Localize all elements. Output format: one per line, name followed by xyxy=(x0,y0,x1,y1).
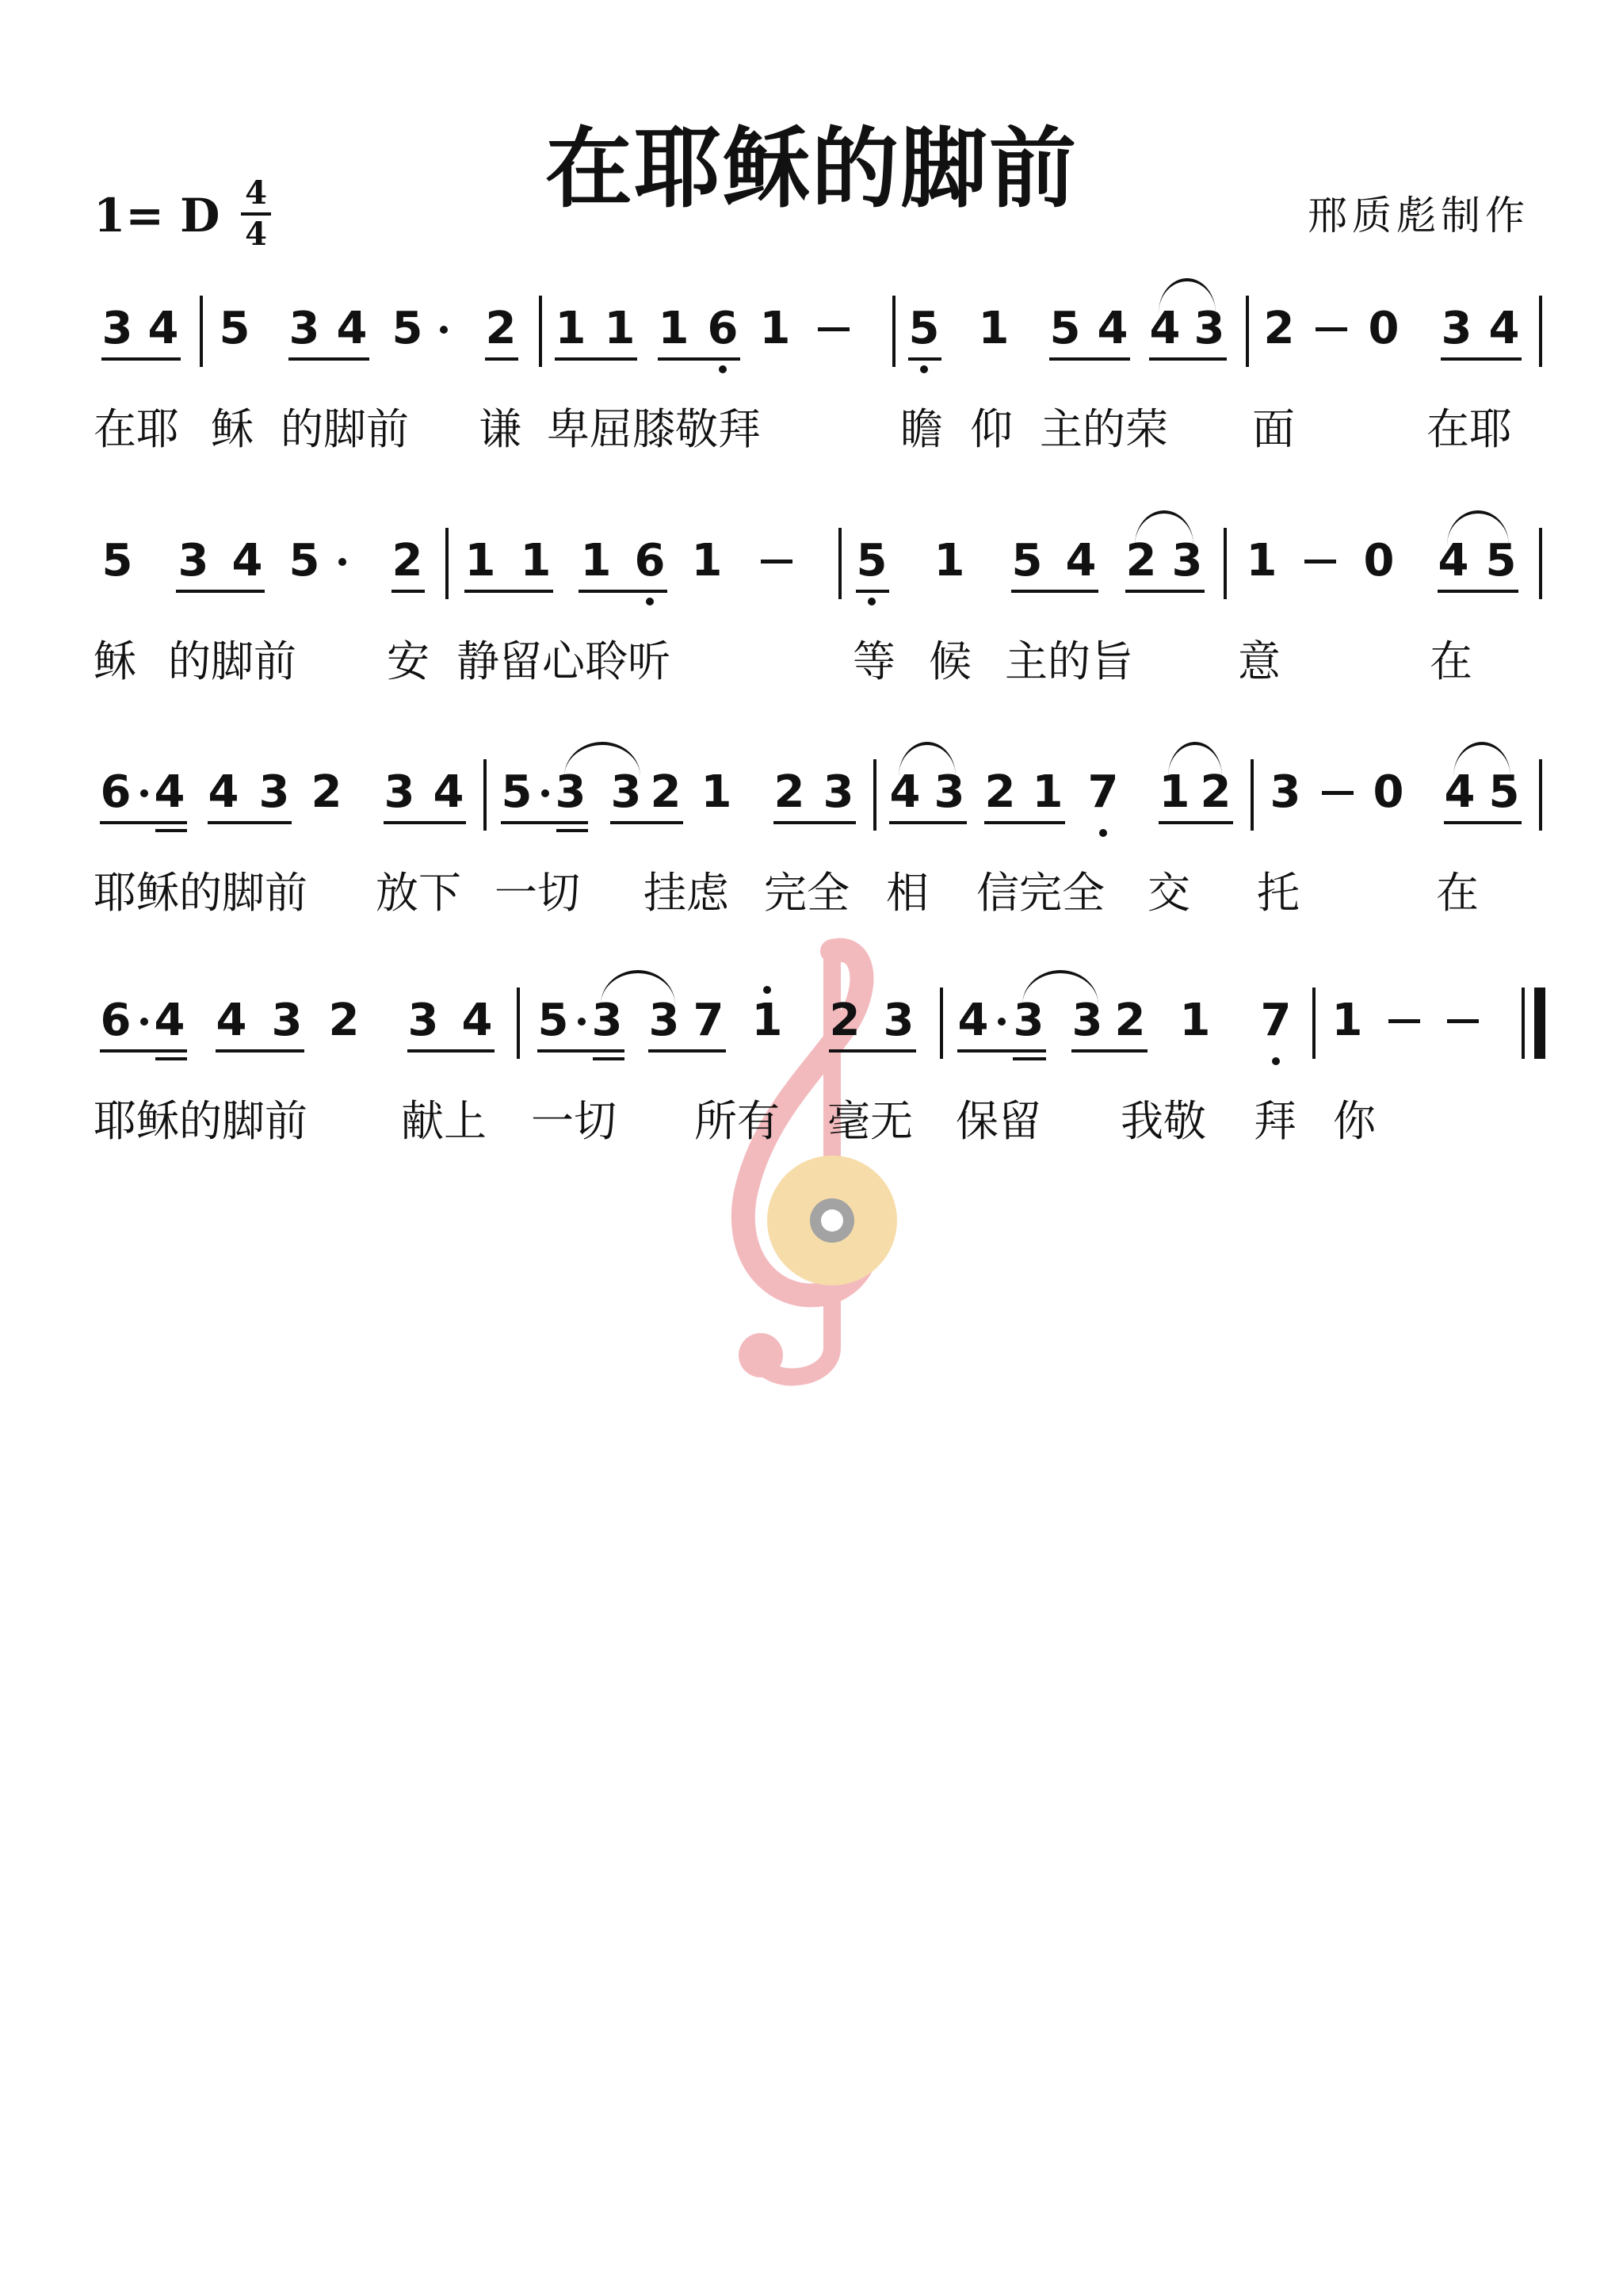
note: 0 xyxy=(1373,766,1404,818)
note: 2 xyxy=(984,766,1016,818)
note: 1 xyxy=(751,995,783,1046)
lyric-text: 耶稣的脚前 xyxy=(94,1096,307,1146)
song-title: 在耶稣的脚前 xyxy=(545,117,1078,220)
note: 3 xyxy=(384,766,415,818)
note: 1 xyxy=(464,535,496,586)
note: 3 xyxy=(1441,303,1472,354)
beam xyxy=(1125,590,1205,593)
system-1 xyxy=(0,305,1623,495)
lyric-text: 信完全 xyxy=(976,868,1105,918)
note: 3 xyxy=(1071,995,1103,1046)
lyric-text: 你 xyxy=(1333,1096,1376,1146)
meter-top: 4 xyxy=(245,174,267,212)
note: 2 xyxy=(1200,766,1232,818)
note: 2 xyxy=(1263,303,1295,354)
note: 2 xyxy=(773,766,805,818)
beam xyxy=(101,357,181,361)
beam xyxy=(155,829,187,832)
note: 3 xyxy=(178,535,209,586)
note: 4 xyxy=(1488,303,1520,354)
barline xyxy=(838,528,842,599)
note: 1 xyxy=(1159,766,1190,818)
barline xyxy=(1312,988,1316,1059)
note: 4 xyxy=(1097,303,1128,354)
beam xyxy=(155,1057,187,1060)
beam xyxy=(773,821,856,824)
beam xyxy=(658,357,740,361)
note: 5 xyxy=(1049,303,1081,354)
slur xyxy=(1135,510,1193,545)
beam xyxy=(610,821,683,824)
note: 4 xyxy=(208,766,239,818)
beam xyxy=(537,1049,624,1052)
barline xyxy=(1539,296,1542,367)
note: 3 xyxy=(883,995,915,1046)
hold-dash xyxy=(761,560,792,563)
note: 3 xyxy=(101,303,133,354)
barline xyxy=(940,988,943,1059)
note: 4 xyxy=(231,535,263,586)
note: 1 xyxy=(580,535,612,586)
note: 3 xyxy=(288,303,320,354)
note: 4 xyxy=(461,995,493,1046)
beam xyxy=(593,1057,624,1060)
note: 1 xyxy=(934,535,965,586)
time-signature xyxy=(236,176,276,252)
hold-dash xyxy=(1322,791,1354,795)
slur xyxy=(1453,742,1510,777)
beam xyxy=(1049,357,1130,361)
note: 1 xyxy=(1246,535,1277,586)
note: 1 xyxy=(1179,995,1211,1046)
beam xyxy=(889,821,967,824)
lyric-text: 我敬 xyxy=(1121,1096,1206,1146)
note: 2 xyxy=(650,766,682,818)
note: 3 xyxy=(610,766,642,818)
low-octave-dot xyxy=(719,365,727,373)
beam xyxy=(1441,357,1522,361)
barline xyxy=(445,528,449,599)
low-octave-dot xyxy=(868,598,876,606)
beam xyxy=(216,1049,304,1052)
lyric-text: 挂虑 xyxy=(643,868,729,918)
note: 3 xyxy=(1270,766,1301,818)
lyric-text: 谦 xyxy=(479,404,521,454)
note: 1 xyxy=(658,303,689,354)
note: 3 xyxy=(555,766,586,818)
lyric-text: 候 xyxy=(929,636,972,686)
note: 2 xyxy=(485,303,517,354)
hold-dash xyxy=(1388,1019,1420,1023)
lyric-text: 耶稣的脚前 xyxy=(94,868,307,918)
barline xyxy=(1539,759,1542,831)
beam xyxy=(1438,590,1518,593)
barline xyxy=(892,296,896,367)
high-octave-dot xyxy=(763,986,771,994)
lyric-text: 保留 xyxy=(956,1096,1041,1146)
lyric-text: 完全 xyxy=(764,868,850,918)
note: 6 xyxy=(100,995,132,1046)
lyric-text: 稣 xyxy=(94,636,136,686)
beam xyxy=(829,1049,916,1052)
beam xyxy=(100,821,187,824)
lyric-text: 等 xyxy=(853,636,896,686)
beam xyxy=(856,590,889,593)
lyric-text: 所有 xyxy=(694,1096,780,1146)
augmentation-dot xyxy=(440,326,448,334)
lyric-text: 瞻 xyxy=(900,404,943,454)
hold-dash xyxy=(818,327,850,331)
final-barline-thick xyxy=(1534,988,1545,1059)
note: 4 xyxy=(154,995,185,1046)
low-octave-dot xyxy=(920,365,928,373)
note: 4 xyxy=(957,995,989,1046)
note: 1 xyxy=(520,535,552,586)
lyric-text: 毫无 xyxy=(827,1096,913,1146)
note: 1 xyxy=(701,766,732,818)
note: 4 xyxy=(147,303,179,354)
beam xyxy=(176,590,265,593)
note: 3 xyxy=(1171,535,1203,586)
barline xyxy=(539,296,542,367)
beam xyxy=(1159,821,1233,824)
beam xyxy=(984,821,1065,824)
note: 3 xyxy=(407,995,439,1046)
note: 5 xyxy=(1011,535,1043,586)
barline xyxy=(1539,528,1542,599)
note: 5 xyxy=(1488,766,1520,818)
slur xyxy=(899,742,956,777)
note: 5 xyxy=(391,303,423,354)
lyric-text: 在耶 xyxy=(1426,404,1512,454)
note: 6 xyxy=(100,766,132,818)
system-2 xyxy=(0,537,1623,728)
beam xyxy=(100,1049,187,1052)
note: 1 xyxy=(691,535,723,586)
note: 5 xyxy=(101,535,133,586)
note: 2 xyxy=(1125,535,1157,586)
beam xyxy=(957,1049,1046,1052)
note: 3 xyxy=(1193,303,1225,354)
note: 4 xyxy=(1444,766,1476,818)
hold-dash xyxy=(1447,1019,1479,1023)
lyric-text: 面 xyxy=(1252,404,1295,454)
note: 0 xyxy=(1368,303,1400,354)
barline xyxy=(873,759,876,831)
beam xyxy=(908,357,941,361)
low-octave-dot xyxy=(1099,829,1107,837)
beam xyxy=(464,590,553,593)
lyric-text: 稣 xyxy=(211,404,254,454)
note: 3 xyxy=(823,766,854,818)
slur xyxy=(1168,742,1222,777)
system-4 xyxy=(0,997,1623,1187)
note: 3 xyxy=(648,995,680,1046)
note: 7 xyxy=(1087,766,1119,818)
hold-dash xyxy=(1316,327,1347,331)
slur xyxy=(1159,278,1216,313)
barline xyxy=(1251,759,1254,831)
system-3 xyxy=(0,766,1623,959)
note: 2 xyxy=(829,995,861,1046)
lyric-text: 在耶 xyxy=(94,404,179,454)
beam xyxy=(1444,821,1522,824)
beam xyxy=(407,1049,495,1052)
final-barline-thin xyxy=(1522,988,1525,1059)
note: 2 xyxy=(1114,995,1146,1046)
key-signature: 1= D xyxy=(94,189,220,243)
note: 4 xyxy=(336,303,368,354)
lyric-text: 主的旨 xyxy=(1005,636,1133,686)
lyric-text: 安 xyxy=(387,636,430,686)
note: 2 xyxy=(328,995,360,1046)
lyric-text: 拜 xyxy=(1254,1096,1296,1146)
beam xyxy=(384,821,466,824)
note: 4 xyxy=(216,995,247,1046)
lyric-text: 在 xyxy=(1430,636,1472,686)
note: 4 xyxy=(1149,303,1181,354)
lyric-text: 献上 xyxy=(401,1096,487,1146)
beam xyxy=(579,590,667,593)
note: 3 xyxy=(258,766,290,818)
low-octave-dot xyxy=(646,598,654,606)
note: 6 xyxy=(634,535,666,586)
beam xyxy=(391,590,425,593)
lyric-text: 在 xyxy=(1436,868,1479,918)
lyric-text: 一切 xyxy=(495,868,580,918)
augmentation-dot xyxy=(338,558,346,566)
note: 5 xyxy=(501,766,533,818)
lyric-text: 交 xyxy=(1148,868,1190,918)
meter-bottom: 4 xyxy=(245,216,267,253)
beam xyxy=(1011,590,1098,593)
lyric-text: 相 xyxy=(886,868,929,918)
lyric-text: 一切 xyxy=(531,1096,617,1146)
note: 4 xyxy=(1065,535,1097,586)
hold-dash xyxy=(1304,560,1336,563)
note: 5 xyxy=(1485,535,1517,586)
lyric-text: 托 xyxy=(1257,868,1300,918)
note: 0 xyxy=(1363,535,1395,586)
beam xyxy=(1149,357,1227,361)
lyric-text: 主的荣 xyxy=(1040,404,1168,454)
author-credit: 邢质彪制作 xyxy=(1308,193,1529,239)
barline xyxy=(1224,528,1227,599)
note: 5 xyxy=(219,303,250,354)
note: 4 xyxy=(433,766,464,818)
note: 1 xyxy=(759,303,791,354)
note: 5 xyxy=(537,995,569,1046)
note: 7 xyxy=(693,995,724,1046)
note: 1 xyxy=(604,303,636,354)
barline xyxy=(200,296,203,367)
beam xyxy=(555,357,637,361)
note: 1 xyxy=(1331,995,1363,1046)
note: 7 xyxy=(1260,995,1292,1046)
note: 3 xyxy=(934,766,965,818)
lyric-text: 放下 xyxy=(376,868,461,918)
lyric-text: 意 xyxy=(1238,636,1281,686)
note: 6 xyxy=(707,303,739,354)
beam xyxy=(485,357,518,361)
note: 2 xyxy=(391,535,423,586)
beam xyxy=(208,821,292,824)
barline xyxy=(1246,296,1249,367)
note: 1 xyxy=(1032,766,1064,818)
note: 1 xyxy=(555,303,586,354)
lyric-text: 卑屈膝敬拜 xyxy=(547,404,761,454)
note: 3 xyxy=(591,995,623,1046)
lyric-text: 仰 xyxy=(970,404,1013,454)
beam xyxy=(288,357,369,361)
beam xyxy=(1013,1057,1046,1060)
note: 3 xyxy=(1013,995,1044,1046)
note: 5 xyxy=(856,535,888,586)
barline xyxy=(483,759,487,831)
beam xyxy=(556,829,588,832)
note: 2 xyxy=(311,766,342,818)
note: 3 xyxy=(271,995,303,1046)
slur xyxy=(1447,510,1509,545)
note: 4 xyxy=(154,766,185,818)
lyric-text: 静留心聆听 xyxy=(456,636,670,686)
note: 4 xyxy=(889,766,921,818)
note: 5 xyxy=(908,303,940,354)
note: 5 xyxy=(288,535,320,586)
lyric-text: 的脚前 xyxy=(168,636,296,686)
lyric-text: 的脚前 xyxy=(281,404,409,454)
note: 4 xyxy=(1438,535,1469,586)
beam xyxy=(1071,1049,1148,1052)
beam xyxy=(501,821,588,824)
barline xyxy=(517,988,520,1059)
beam xyxy=(648,1049,726,1052)
note: 1 xyxy=(978,303,1010,354)
low-octave-dot xyxy=(1272,1057,1280,1065)
